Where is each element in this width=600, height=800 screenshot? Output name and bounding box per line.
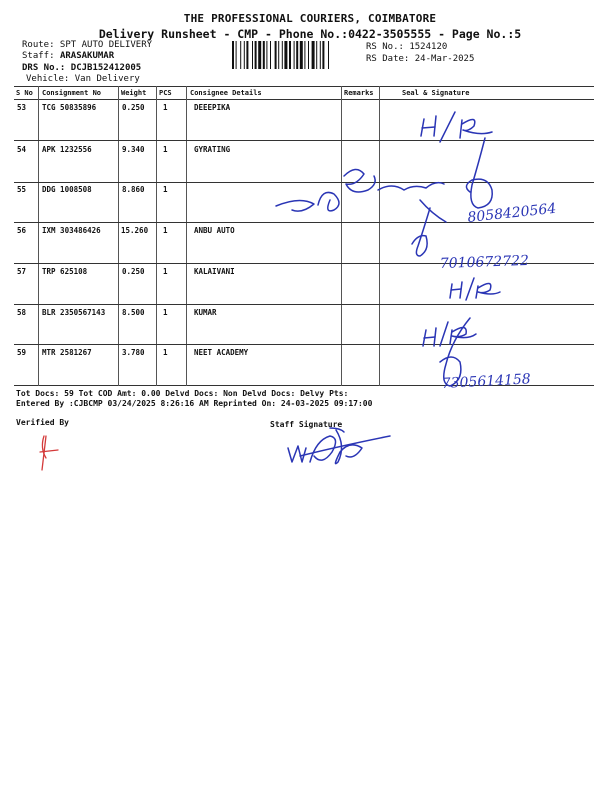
verified-by-signature xyxy=(40,436,58,470)
col-header-consignee: Consignee Details xyxy=(190,89,262,97)
cell-weight: 9.340 xyxy=(122,145,145,154)
cell-sno: 57 xyxy=(17,267,27,276)
cell-sno: 55 xyxy=(17,185,27,194)
cell-consignee: GYRATING xyxy=(194,145,231,154)
cell-sno: 53 xyxy=(17,103,27,112)
signature-row-58 xyxy=(423,322,476,346)
totals-line: Tot Docs: 59 Tot COD Amt: 0.00 Delvd Docs: Non Delvd Docs: Delvy Pts: xyxy=(16,389,349,398)
staff-label: Staff: xyxy=(22,51,55,61)
entered-by-line: Entered By :CJBCMP 03/24/2025 8:26:16 AM Reprinted On: 24-03-2025 09:17:00 xyxy=(16,399,373,408)
cell-consignee: DEEEPIKA xyxy=(194,103,231,112)
cell-consignment: TRP 625108 xyxy=(42,267,88,276)
col-header-signature: Seal & Signature xyxy=(402,89,470,97)
phone-handwritten-59: 7305614158 xyxy=(441,371,532,392)
signature-row-57 xyxy=(450,278,500,300)
cell-sno: 56 xyxy=(17,226,27,235)
cell-weight: 15.260 xyxy=(121,226,149,235)
col-header-pcs: PCS xyxy=(159,89,172,97)
route: Route: SPT AUTO DELIVERY xyxy=(22,40,153,50)
signature-row-56 xyxy=(412,208,430,256)
col-header-sno: S No xyxy=(16,89,33,97)
cell-weight: 8.500 xyxy=(122,308,145,317)
cell-consignee: KALAIVANI xyxy=(194,267,235,276)
cell-pcs: 1 xyxy=(163,348,168,357)
company-title: THE PROFESSIONAL COURIERS, COIMBATORE xyxy=(183,12,437,25)
cell-pcs: 1 xyxy=(163,145,168,154)
cell-weight: 0.250 xyxy=(122,103,145,112)
cell-sno: 59 xyxy=(17,348,27,357)
drs-number: DCJB152412005 xyxy=(70,63,142,73)
cell-consignment: DDG 1008508 xyxy=(42,185,92,194)
cell-consignee: NEET ACADEMY xyxy=(194,348,249,357)
cell-consignment: IXM 303486426 xyxy=(42,226,101,235)
staff-name: ARASAKUMAR xyxy=(59,51,115,61)
cell-consignment: APK 1232556 xyxy=(42,145,92,154)
signature-row-55 xyxy=(276,169,446,222)
rs-date: RS Date: 24-Mar-2025 xyxy=(366,54,475,64)
cell-pcs: 1 xyxy=(163,185,168,194)
cell-weight: 0.250 xyxy=(122,267,145,276)
drs-label: DRS No.: xyxy=(22,63,66,73)
runsheet-subtitle: Delivery Runsheet - CMP - Phone No.:0422-3505555 - Page No.:5 xyxy=(98,27,522,41)
cell-consignee: ANBU AUTO xyxy=(194,226,235,235)
cell-pcs: 1 xyxy=(163,308,168,317)
phone-handwritten-56: 7010672722 xyxy=(439,252,530,272)
cell-pcs: 1 xyxy=(163,103,168,112)
cell-weight: 3.780 xyxy=(122,348,145,357)
cell-weight: 8.860 xyxy=(122,185,145,194)
verified-by-label: Verified By xyxy=(16,418,69,427)
cell-consignment: TCG 50835896 xyxy=(42,103,97,112)
cell-consignment: BLR 2350567143 xyxy=(42,308,106,317)
vehicle: Vehicle: Van Delivery xyxy=(26,74,140,84)
col-header-consignment: Consignment No xyxy=(42,89,102,97)
col-header-remarks: Remarks xyxy=(344,89,374,97)
cell-consignment: MTR 2581267 xyxy=(42,348,92,357)
signature-row-53 xyxy=(421,112,492,142)
phone-handwritten-55: 8058420564 xyxy=(466,200,558,226)
signature-row-54 xyxy=(466,138,492,208)
cell-consignee: KUMAR xyxy=(194,308,217,317)
staff-signature-label: Staff Signature xyxy=(270,420,343,429)
cell-sno: 54 xyxy=(17,145,27,154)
cell-sno: 58 xyxy=(17,308,27,317)
rs-number: RS No.: 1524120 xyxy=(366,42,448,52)
staff-signature xyxy=(288,428,390,464)
cell-pcs: 1 xyxy=(163,226,168,235)
cell-pcs: 1 xyxy=(163,267,168,276)
col-header-weight: Weight xyxy=(121,89,147,97)
